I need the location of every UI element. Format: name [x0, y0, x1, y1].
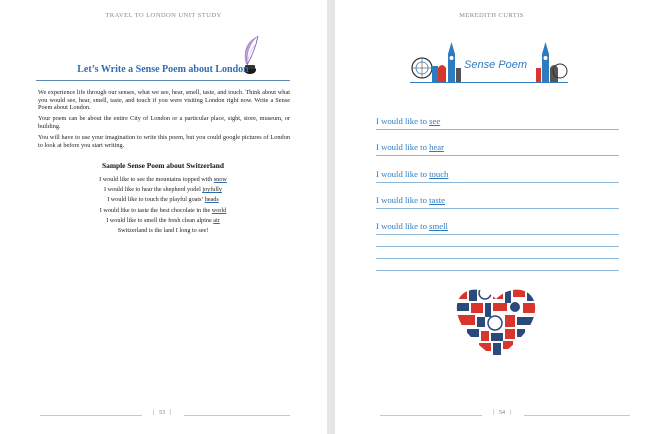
- sample-line-text: I would like to see the mountains topped with: [99, 176, 214, 183]
- blank-writing-line: [376, 235, 619, 247]
- sample-line-text: I would like to touch the playful goats’: [107, 196, 205, 204]
- blank-writing-line: [376, 259, 619, 271]
- footer-rule: [40, 415, 142, 416]
- sample-line: [36, 206, 290, 216]
- big-ben-icon: [448, 42, 455, 82]
- sample-line-word: air: [213, 216, 220, 224]
- prompt-line: [376, 209, 619, 235]
- sample-line-word: world: [211, 206, 227, 214]
- sample-closing: Switzerland is the land I long to see!: [117, 226, 209, 234]
- footer-rule: [380, 415, 482, 416]
- prompt-text: I would like to touch: [376, 168, 449, 179]
- blank-writing-line: [376, 247, 619, 259]
- intro-paragraph: You will have to use your imagination to write this poem, but you could google pictures of London to look at before you start writing.: [38, 133, 290, 149]
- prompt-text: I would like to hear: [376, 142, 445, 153]
- sample-line-text: I would like to smell the fresh clean alpine: [106, 216, 214, 224]
- sample-line-word: joyfully: [202, 186, 222, 194]
- prompt-text: I would like to taste: [376, 194, 446, 205]
- running-head-left: TRAVEL TO LONDON UNIT STUDY: [105, 12, 222, 19]
- sample-line: [36, 175, 290, 185]
- footer-left: [40, 408, 290, 422]
- prompt-line: [376, 104, 619, 130]
- sample-line-word: snow: [213, 176, 227, 183]
- sense-poem-title: Sense Poem: [464, 59, 527, 71]
- running-head-right: MEREDITH CURTIS: [459, 12, 524, 19]
- prompt-text: I would like to see: [376, 116, 441, 127]
- sample-line-text: I would like to hear the shepherd yodel: [104, 186, 203, 194]
- sample-line-text: I would like to taste the best chocolate in the: [99, 206, 212, 214]
- sample-line: [36, 185, 290, 195]
- prompt-line: [376, 156, 619, 182]
- london-eye-icon: [412, 58, 432, 78]
- london-heart-collage: [453, 279, 539, 365]
- sample-line: [36, 216, 290, 226]
- intro-paragraph: Your poem can be about the entire City of London or a particular place, sight, store, museum, or building.: [38, 115, 290, 130]
- intro-paragraph: We experience life through our senses, what we see, hear, smell, taste, and touch. Think about what you would see, hear, smell, taste, and touch if you were visiting London right now. Write a Sense Poem about London.: [38, 89, 290, 112]
- prompt-lines: [376, 104, 619, 271]
- right-page: [335, 0, 648, 434]
- intro-text: [38, 89, 290, 153]
- sense-poem-banner: [410, 38, 568, 84]
- prompt-line: [376, 130, 619, 156]
- page-title: Let’s Write a Sense Poem about London: [77, 64, 249, 75]
- sample-line-word: heads: [204, 196, 219, 204]
- sample-line: [36, 195, 290, 205]
- footer-rule: [184, 415, 290, 416]
- sample-poem: [36, 175, 290, 236]
- footer-rule: [524, 415, 630, 416]
- prompt-text: I would like to smell: [376, 220, 448, 231]
- page-number: { 53 }: [147, 410, 177, 416]
- page-number: { 54 }: [487, 410, 517, 416]
- sample-heading: Sample Sense Poem about Switzerland: [102, 161, 224, 170]
- title-row: [36, 60, 290, 81]
- prompt-line: [376, 183, 619, 209]
- footer-right: [380, 408, 630, 422]
